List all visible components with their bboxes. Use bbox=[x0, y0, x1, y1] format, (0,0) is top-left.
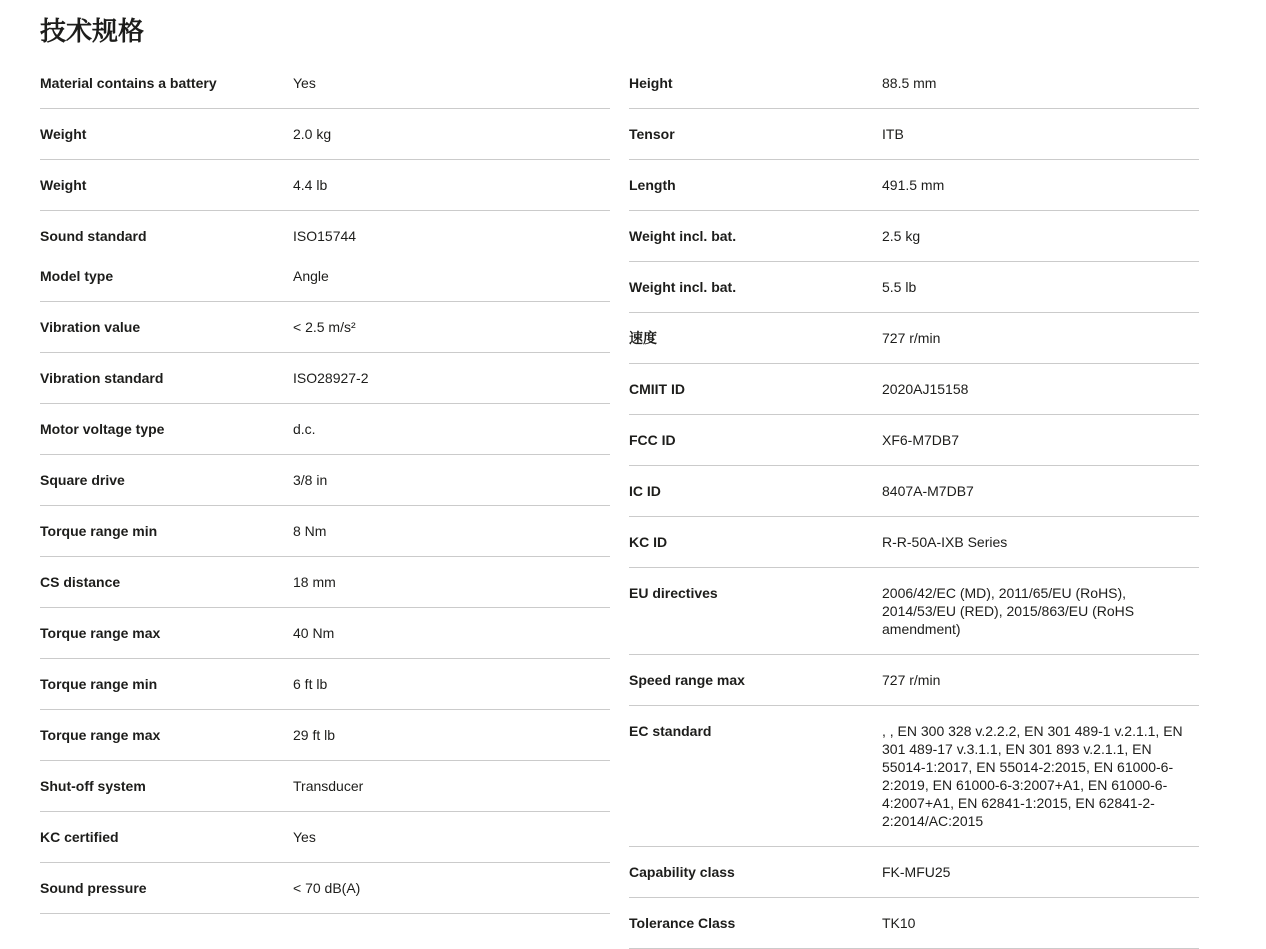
spec-row bbox=[40, 58, 610, 109]
spec-value: 5.5 lb bbox=[882, 279, 917, 295]
spec-row bbox=[40, 710, 610, 761]
spec-row bbox=[629, 517, 1199, 568]
spec-label: EC standard bbox=[629, 723, 712, 739]
spec-row bbox=[629, 415, 1199, 466]
spec-value: ISO15744 bbox=[293, 228, 357, 244]
spec-label: CMIIT ID bbox=[629, 381, 685, 397]
spec-row bbox=[40, 404, 610, 455]
spec-value: 18 mm bbox=[293, 574, 336, 590]
spec-column-left bbox=[40, 58, 610, 914]
spec-row bbox=[40, 109, 610, 160]
spec-label: Torque range max bbox=[40, 727, 161, 743]
spec-label: Weight bbox=[40, 177, 87, 193]
spec-row bbox=[40, 812, 610, 863]
spec-value: 8407A-M7DB7 bbox=[882, 483, 974, 499]
spec-value: R-R-50A-IXB Series bbox=[882, 534, 1008, 550]
spec-label: EU directives bbox=[629, 585, 718, 601]
spec-column-right bbox=[629, 58, 1199, 949]
spec-row bbox=[40, 761, 610, 812]
spec-row bbox=[40, 160, 610, 211]
spec-label: Shut-off system bbox=[40, 778, 146, 794]
spec-value: 3/8 in bbox=[293, 472, 328, 488]
spec-row bbox=[629, 706, 1199, 847]
spec-label: Capability class bbox=[629, 864, 735, 880]
spec-label: KC certified bbox=[40, 829, 119, 845]
spec-value: 8 Nm bbox=[293, 523, 327, 539]
spec-value: 6 ft lb bbox=[293, 676, 328, 692]
spec-label: Motor voltage type bbox=[40, 421, 165, 437]
spec-row bbox=[629, 109, 1199, 160]
spec-label: Tolerance Class bbox=[629, 915, 736, 931]
spec-row bbox=[629, 364, 1199, 415]
spec-value: < 70 dB(A) bbox=[293, 880, 361, 896]
spec-columns bbox=[40, 58, 1199, 949]
spec-value: FK-MFU25 bbox=[882, 864, 951, 880]
spec-value: 2006/42/EC (MD), 2011/65/EU (RoHS), 2014/53/EU (RED), 2015/863/EU (RoHS amendment) bbox=[882, 585, 1135, 637]
spec-value: 491.5 mm bbox=[882, 177, 945, 193]
spec-label: Vibration value bbox=[40, 319, 141, 335]
spec-label: Material contains a battery bbox=[40, 75, 217, 91]
spec-label: Model type bbox=[40, 268, 114, 284]
spec-value: ISO28927-2 bbox=[293, 370, 369, 386]
spec-label: Weight incl. bat. bbox=[629, 228, 737, 244]
spec-value: 40 Nm bbox=[293, 625, 335, 641]
spec-row bbox=[629, 58, 1199, 109]
spec-label: Square drive bbox=[40, 472, 125, 488]
spec-row bbox=[40, 353, 610, 404]
spec-row bbox=[40, 659, 610, 710]
spec-value: Angle bbox=[293, 268, 329, 284]
spec-row bbox=[40, 302, 610, 353]
spec-row bbox=[629, 313, 1199, 364]
spec-row bbox=[40, 608, 610, 659]
spec-row bbox=[629, 847, 1199, 898]
spec-label: CS distance bbox=[40, 574, 121, 590]
spec-value: 2.5 kg bbox=[882, 228, 921, 244]
spec-row bbox=[40, 506, 610, 557]
spec-label: Tensor bbox=[629, 126, 675, 142]
spec-label: Sound pressure bbox=[40, 880, 147, 896]
spec-label: Torque range min bbox=[40, 676, 158, 692]
spec-label: Vibration standard bbox=[40, 370, 164, 386]
spec-value: 727 r/min bbox=[882, 330, 941, 346]
spec-label: Weight incl. bat. bbox=[629, 279, 737, 295]
spec-value: 88.5 mm bbox=[882, 75, 937, 91]
spec-value: 2020AJ15158 bbox=[882, 381, 969, 397]
spec-label: Torque range max bbox=[40, 625, 161, 641]
spec-label: Weight bbox=[40, 126, 87, 142]
spec-row bbox=[629, 160, 1199, 211]
spec-label: Height bbox=[629, 75, 673, 91]
spec-row bbox=[40, 863, 610, 914]
page-title: 技术规格 bbox=[40, 16, 145, 46]
spec-row bbox=[40, 455, 610, 506]
spec-row bbox=[629, 898, 1199, 949]
spec-value: 4.4 lb bbox=[293, 177, 328, 193]
spec-label: FCC ID bbox=[629, 432, 676, 448]
spec-row bbox=[40, 557, 610, 608]
spec-value: < 2.5 m/s² bbox=[293, 319, 356, 335]
spec-value: Transducer bbox=[293, 778, 364, 794]
spec-row bbox=[40, 211, 610, 251]
spec-label: 速度 bbox=[629, 330, 657, 346]
spec-row bbox=[629, 655, 1199, 706]
spec-value: ITB bbox=[882, 126, 904, 142]
spec-value: 2.0 kg bbox=[293, 126, 332, 142]
spec-label: Sound standard bbox=[40, 228, 147, 244]
spec-row bbox=[629, 211, 1199, 262]
spec-row bbox=[40, 251, 610, 302]
spec-row bbox=[629, 466, 1199, 517]
spec-row bbox=[629, 262, 1199, 313]
spec-value: Yes bbox=[293, 75, 316, 91]
spec-value: d.c. bbox=[293, 421, 316, 437]
spec-value: 29 ft lb bbox=[293, 727, 336, 743]
spec-label: Speed range max bbox=[629, 672, 745, 688]
spec-label: Length bbox=[629, 177, 676, 193]
spec-row bbox=[629, 568, 1199, 655]
spec-label: Torque range min bbox=[40, 523, 158, 539]
spec-label: KC ID bbox=[629, 534, 668, 550]
spec-label: IC ID bbox=[629, 483, 661, 499]
spec-value: , , EN 300 328 v.2.2.2, EN 301 489-1 v.2.1.1, EN 301 489-17 v.3.1.1, EN 301 893 v.2.1.1, EN 55014-1:2017, EN 55014-2:2015, EN 61000-6-2:2019, EN 61000-6-3:2007+A1, EN 61000-6-4:2007+A1, EN 62841-1:2015, EN 62841-2-2:2014/AC:2015 bbox=[882, 723, 1183, 829]
spec-value: TK10 bbox=[882, 915, 916, 931]
spec-value: XF6-M7DB7 bbox=[882, 432, 960, 448]
spec-value: Yes bbox=[293, 829, 316, 845]
spec-value: 727 r/min bbox=[882, 672, 941, 688]
